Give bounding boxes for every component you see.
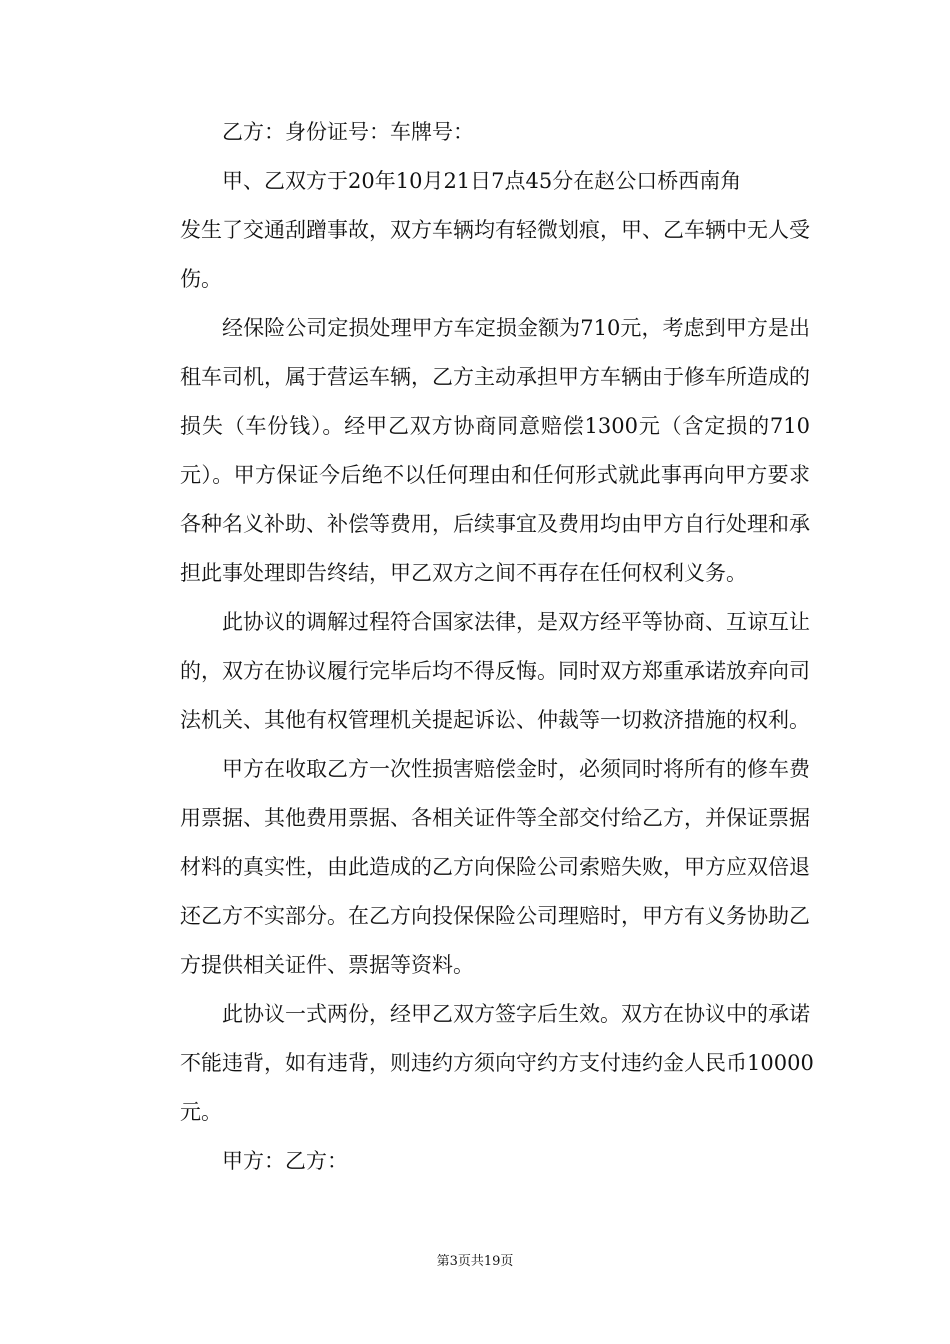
text-line: 还乙方不实部分。在乙方向投保保险公司理赔时，甲方有义务协助乙 bbox=[180, 904, 810, 928]
text-line: 方提供相关证件、票据等资料。 bbox=[180, 953, 474, 977]
text-line: 的，双方在协议履行完毕后均不得反悔。同时双方郑重承诺放弃向司 bbox=[180, 659, 810, 683]
party-b-info bbox=[138, 108, 810, 157]
text-line: 乙方：身份证号：车牌号： bbox=[222, 120, 474, 144]
text-line: 此协议的调解过程符合国家法律，是双方经平等协商、互谅互让 bbox=[222, 610, 810, 634]
text-line: 材料的真实性，由此造成的乙方向保险公司索赔失败，甲方应双倍退 bbox=[180, 855, 810, 879]
text-line: 经保险公司定损处理甲方车定损金额为710元，考虑到甲方是出 bbox=[222, 316, 810, 340]
text-line: 法机关、其他有权管理机关提起诉讼、仲裁等一切救济措施的权利。 bbox=[180, 708, 810, 732]
text-line: 损失（车份钱）。经甲乙双方协商同意赔偿1300元（含定损的710 bbox=[180, 414, 810, 438]
page-number: 第3页共19页 bbox=[436, 1254, 514, 1269]
text-line: 元。 bbox=[180, 1100, 222, 1124]
legality-paragraph bbox=[138, 598, 810, 745]
compensation-paragraph bbox=[138, 304, 810, 598]
signature-line bbox=[138, 1137, 810, 1186]
text-line: 甲方在收取乙方一次性损害赔偿金时，必须同时将所有的修车费 bbox=[222, 757, 810, 781]
documents-paragraph bbox=[138, 745, 810, 990]
text-line: 不能违背，如有违背，则违约方须向守约方支付违约金人民币10000 bbox=[180, 1051, 814, 1075]
text-line: 伤。 bbox=[180, 267, 222, 291]
text-line: 各种名义补助、补偿等费用，后续事宜及费用均由甲方自行处理和承 bbox=[180, 512, 810, 536]
accident-paragraph bbox=[138, 157, 810, 304]
text-line: 此协议一式两份，经甲乙双方签字后生效。双方在协议中的承诺 bbox=[222, 1002, 810, 1026]
text-line: 元）。甲方保证今后绝不以任何理由和任何形式就此事再向甲方要求 bbox=[180, 463, 810, 487]
text-line: 租车司机，属于营运车辆，乙方主动承担甲方车辆由于修车所造成的 bbox=[180, 365, 810, 389]
text-line: 担此事处理即告终结，甲乙双方之间不再存在任何权利义务。 bbox=[180, 561, 747, 585]
document-body bbox=[138, 108, 814, 1186]
text-line: 发生了交通刮蹭事故，双方车辆均有轻微划痕，甲、乙车辆中无人受 bbox=[180, 218, 810, 242]
text-line: 甲、乙双方于20年10月21日7点45分在赵公口桥西南角 bbox=[222, 169, 742, 193]
text-line: 甲方：乙方： bbox=[222, 1149, 348, 1173]
validity-paragraph bbox=[138, 990, 814, 1137]
text-line: 用票据、其他费用票据、各相关证件等全部交付给乙方，并保证票据 bbox=[180, 806, 810, 830]
